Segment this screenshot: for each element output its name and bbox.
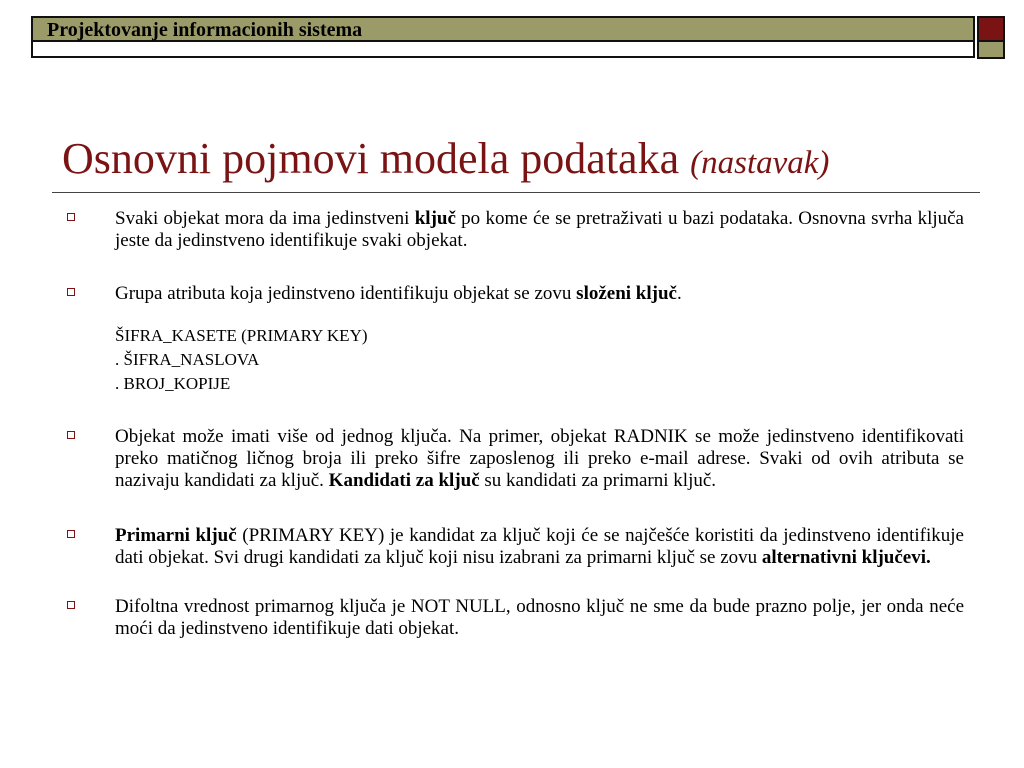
bullet-bold-text: Kandidati za ključ xyxy=(328,470,480,491)
bullet-square-icon xyxy=(67,601,75,609)
bullet-bold-text: alternativni ključevi. xyxy=(761,547,931,568)
bullet-square-icon xyxy=(67,213,75,221)
code-line: . ŠIFRA_NASLOVA xyxy=(115,350,260,369)
bullet-text: Grupa atributa koja jedinstveno identifikuju objekat se zovu xyxy=(115,283,577,304)
bullet-square-icon xyxy=(67,288,75,296)
header-title: Projektovanje informacionih sistema xyxy=(47,19,363,41)
slide-title xyxy=(62,133,829,189)
decor-square-olive xyxy=(977,40,1005,59)
bullet-item-candidate-keys xyxy=(62,426,964,492)
bullet-bold-text: Primarni ključ xyxy=(115,525,237,546)
slide-content xyxy=(62,208,964,640)
bullet-text: Objekat može imati više od jednog ključa. Na primer, objekat RADNIK se može jedinstveno identifikovati preko matičnog ličnog broja ili preko šifre zaposlenog ili preko e-mail adrese. Svaki od ovih atributa se nazivaju kandidati za ključ. xyxy=(115,426,964,491)
header-underline xyxy=(31,42,975,58)
code-line: ŠIFRA_KASETE (PRIMARY KEY) xyxy=(115,326,368,345)
header-bar xyxy=(31,16,975,42)
title-divider xyxy=(52,192,980,193)
bullet-text: po kome će se pretraživati u bazi podataka. Osnovna svrha ključa jeste da jedinstveno identifikuje svaki objekat. xyxy=(115,208,964,251)
bullet-text: Svaki objekat mora da ima jedinstveni xyxy=(115,208,415,229)
decor-square-red xyxy=(977,16,1005,42)
code-line: . BROJ_KOPIJE xyxy=(115,374,231,393)
bullet-text: (PRIMARY KEY) je kandidat za ključ koji će se najčešće koristiti da jedinstveno identifikuje dati objekat. Svi drugi kandidati za ključ koji nisu izabrani za primarni ključ se zovu xyxy=(115,525,964,568)
bullet-item-composite-key xyxy=(62,283,964,305)
slide-title-sub: (nastavak) xyxy=(690,145,830,181)
bullet-bold-text: ključ xyxy=(414,208,456,229)
bullet-square-icon xyxy=(67,431,75,439)
bullet-item-primary-key xyxy=(62,525,964,569)
bullet-item-key xyxy=(62,208,964,252)
bullet-text: su kandidati za primarni ključ. xyxy=(479,470,717,491)
bullet-bold-text: složeni ključ xyxy=(576,283,677,304)
bullet-text: . xyxy=(676,283,682,304)
slide-title-main: Osnovni pojmovi modela podataka xyxy=(62,134,691,183)
bullet-text: Difoltna vrednost primarnog ključa je NOT NULL, odnosno ključ ne sme da bude prazno polje, jer onda neće moći da jedinstveno identifikuje dati objekat. xyxy=(115,596,964,639)
bullet-square-icon xyxy=(67,530,75,538)
bullet-item-not-null xyxy=(62,596,964,640)
